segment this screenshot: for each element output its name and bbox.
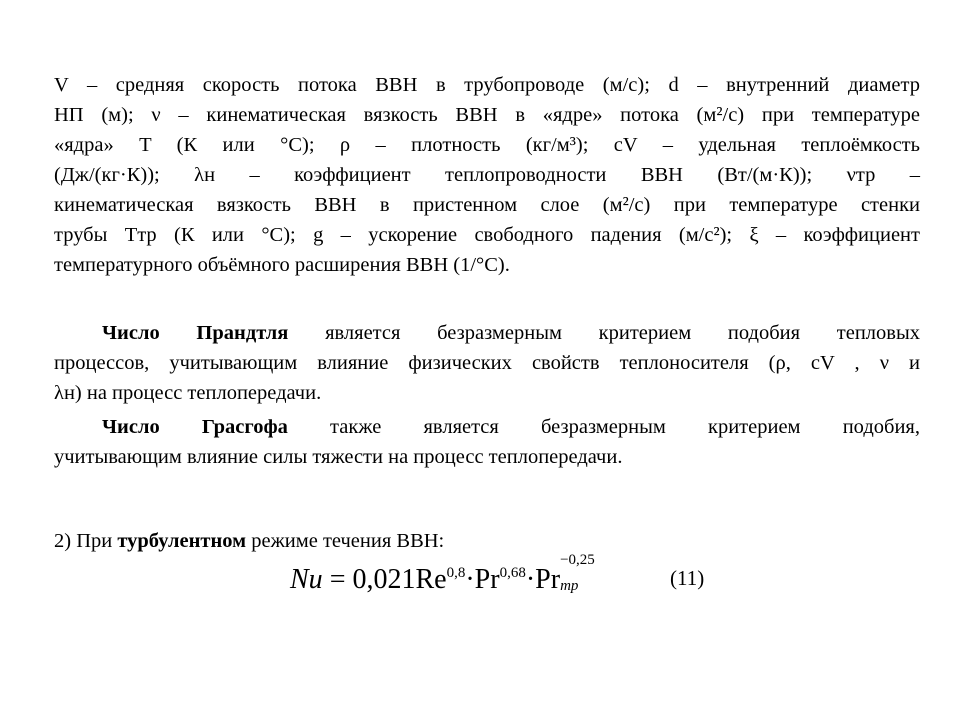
definition-line-5: кинематическая вязкость ВВН в пристенном слое (м²/с) при температуре стенки (54, 194, 920, 216)
grashof-term: Число Грасгофа (102, 416, 288, 438)
definition-line-1: V – средняя скорость потока ВВН в трубопроводе (м/с); d – внутренний диаметр (54, 74, 920, 96)
formula-prw: ·Pr (525, 564, 561, 595)
grashof-line-1 (54, 412, 920, 442)
grashof-line-1-text: также является безразмерным критерием подобия, (287, 416, 920, 438)
definition-line-4: (Дж/(кг·К)); λн – коэффициент теплопроводности ВВН (Вт/(м·К)); νтр – (54, 164, 920, 186)
prandtl-term: Число Прандтля (102, 322, 289, 344)
definition-line-7: температурного объёмного расширения ВВН (1/°С). (54, 254, 510, 276)
prandtl-line-1 (54, 318, 920, 348)
turbulent-prefix: 2) При (54, 530, 118, 552)
formula-pr: ·Pr (465, 564, 500, 595)
formula-prw-scripts (560, 552, 622, 594)
equation-number: (11) (670, 566, 705, 590)
definition-line-3: «ядра» T (К или °С); ρ – плотность (кг/м³); cV – удельная теплоёмкость (54, 134, 920, 156)
prandtl-line-2: процессов, учитывающим влияние физических свойств теплоносителя (ρ, cV , ν и (54, 352, 920, 374)
formula-lhs: Nu (290, 564, 323, 595)
formula-pr-exponent: 0,68 (499, 565, 526, 581)
prandtl-paragraph (54, 318, 920, 408)
turbulent-heading (54, 526, 444, 556)
definition-line-6: трубы Tтр (К или °С); g – ускорение свободного падения (м/с²); ξ – коэффициент (54, 224, 920, 246)
turbulent-suffix: режиме течения ВВН: (246, 530, 445, 552)
prandtl-line-3: λн) на процесс теплопередачи. (54, 382, 322, 404)
definition-line-2: НП (м); ν – кинематическая вязкость ВВН в «ядре» потока (м²/с) при температуре (54, 104, 920, 126)
turbulent-term: турбулентном (117, 530, 247, 552)
formula-eq: = 0,021Re (322, 564, 447, 595)
formula-prw-exponent: −0,25 (560, 552, 595, 568)
grashof-line-2: учитывающим влияние силы тяжести на процесс теплопередачи. (54, 446, 623, 468)
nusselt-formula (290, 552, 622, 600)
prandtl-line-1-text: является безразмерным критерием подобия тепловых (288, 322, 920, 344)
definitions-block (54, 70, 920, 280)
formula-re-exponent: 0,8 (446, 565, 466, 581)
grashof-paragraph (54, 412, 920, 472)
formula-prw-subscript: тр (560, 578, 579, 594)
